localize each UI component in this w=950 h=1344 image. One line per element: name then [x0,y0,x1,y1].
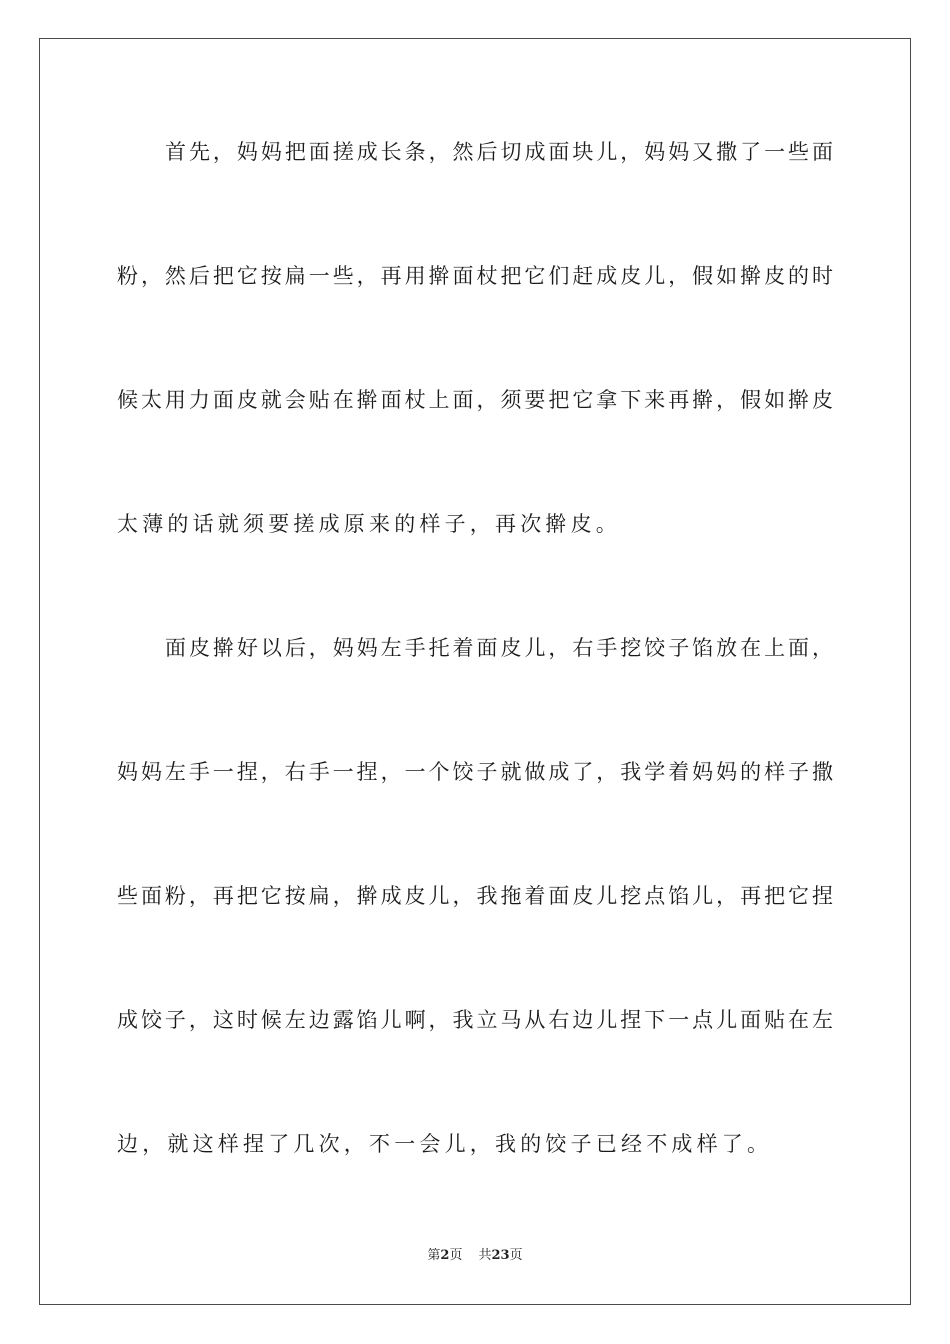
paragraph-line: 太薄的话就须要搓成原来的样子，再次擀皮。 [117,512,621,536]
total-pages: 23 [491,1248,510,1263]
paragraph-line: 面皮擀好以后，妈妈左手托着面皮儿，右手挖饺子馅放在上面， [165,636,833,660]
page-number: 2 [440,1248,450,1263]
page-border [39,38,911,1305]
paragraph-line: 妈妈左手一捏，右手一捏，一个饺子就做成了，我学着妈妈的样子撒 [117,760,833,784]
page-footer [0,1247,950,1265]
paragraph-line: 首先，妈妈把面搓成长条，然后切成面块儿，妈妈又撒了一些面 [165,140,833,164]
page-suffix: 页 [449,1248,463,1263]
paragraph-line: 些面粉，再把它按扁，擀成皮儿，我拖着面皮儿挖点馅儿，再把它捏 [117,884,833,908]
total-prefix: 共 [478,1248,492,1263]
paragraph-line: 成饺子，这时候左边露馅儿啊，我立马从右边儿捏下一点儿面贴在左 [117,1008,833,1032]
page-prefix: 第 [427,1248,441,1263]
paragraph-line: 候太用力面皮就会贴在擀面杖上面，须要把它拿下来再擀，假如擀皮 [117,388,833,412]
total-suffix: 页 [509,1248,523,1263]
paragraph-line: 边，就这样捏了几次，不一会儿，我的饺子已经不成样了。 [117,1132,773,1156]
paragraph-line: 粉，然后把它按扁一些，再用擀面杖把它们赶成皮儿，假如擀皮的时 [117,264,833,288]
